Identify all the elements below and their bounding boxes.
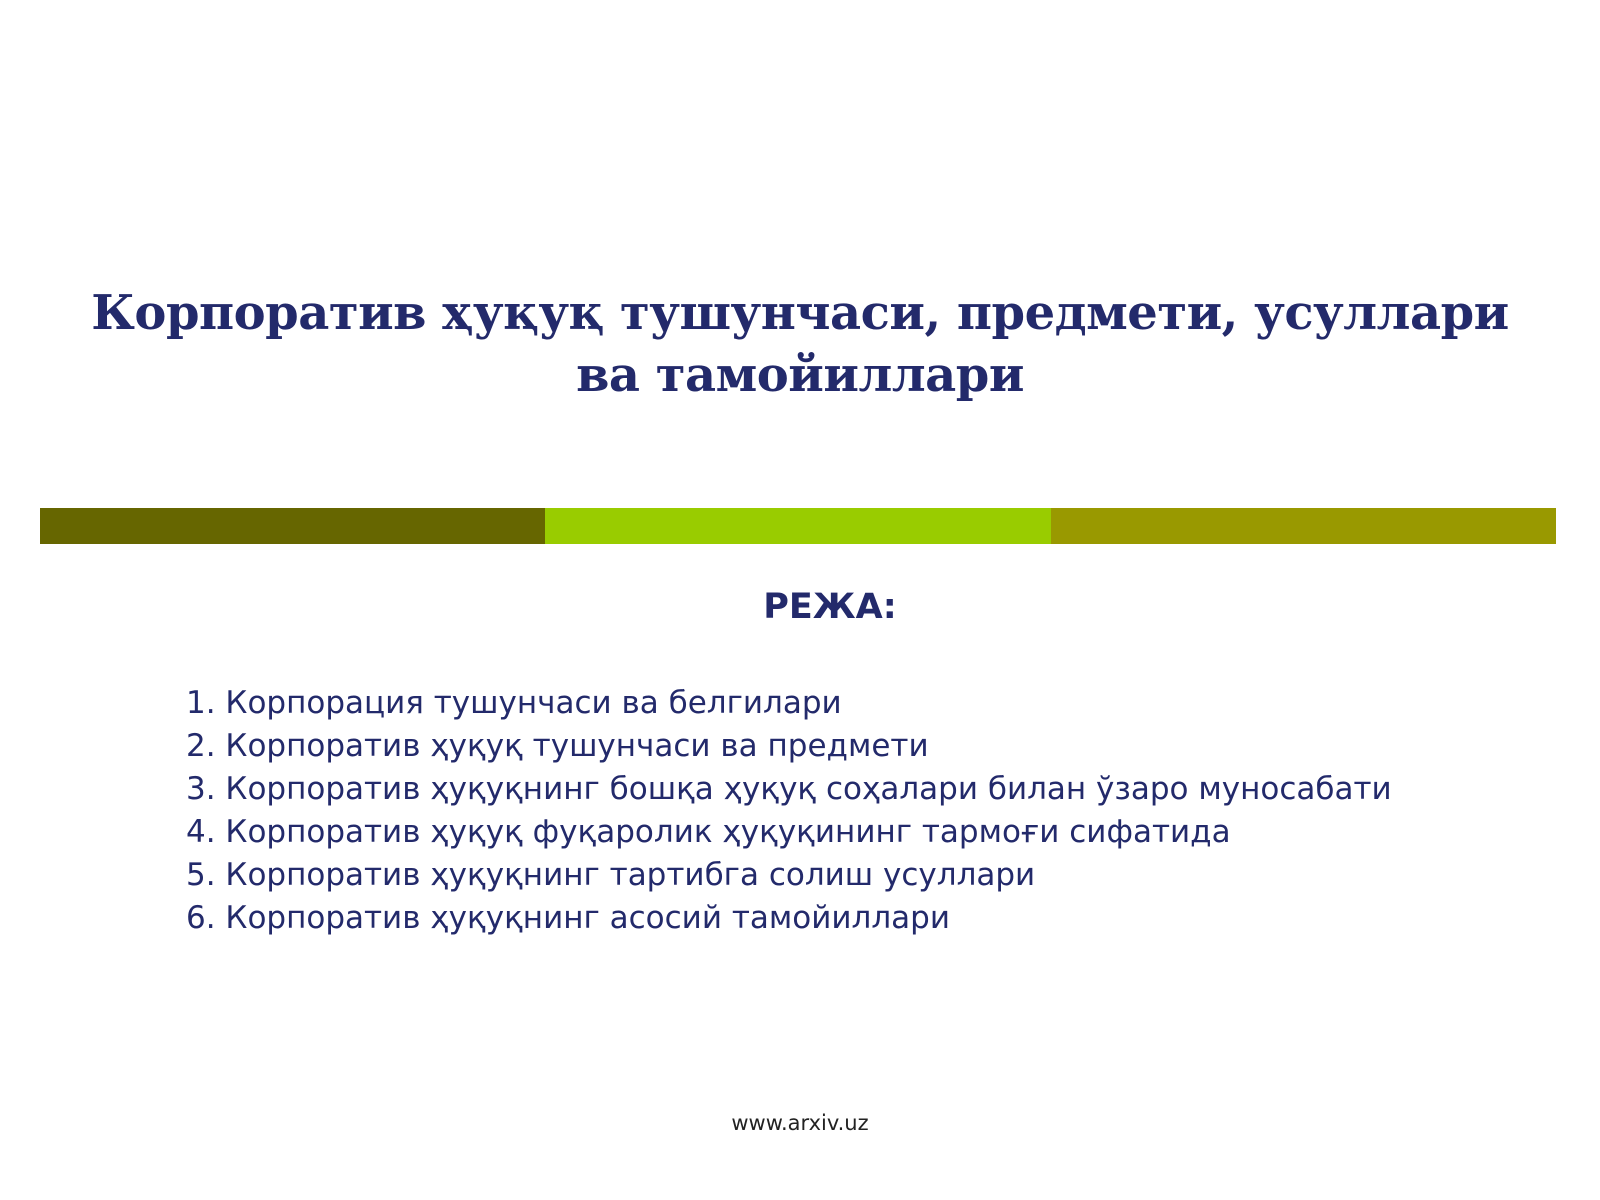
divider-segment-dark-olive: [40, 508, 545, 544]
divider-segment-olive: [1051, 508, 1556, 544]
plan-heading: РЕЖА:: [763, 587, 897, 627]
slide-title-line-2: ва тамойиллари: [576, 347, 1024, 404]
slide-title: [40, 282, 1560, 406]
color-divider-bar: [40, 508, 1556, 544]
slide-title-line-1: Корпоратив ҳуқуқ тушунчаси, предмети, усуллари: [91, 285, 1509, 342]
plan-item: 2. Корпоратив ҳуқуқ тушунчаси ва предмети: [186, 728, 929, 764]
plan-item: 5. Корпоратив ҳуқуқнинг тартибга солиш усуллари: [186, 857, 1036, 893]
divider-segment-lime-green: [545, 508, 1050, 544]
plan-item: 6. Корпоратив ҳуқуқнинг асосий тамойиллари: [186, 900, 950, 936]
footer-website: www.arxiv.uz: [731, 1111, 869, 1135]
plan-item: 1. Корпорация тушунчаси ва белгилари: [186, 685, 842, 721]
plan-item: 3. Корпоратив ҳуқуқнинг бошқа ҳуқуқ соҳалари билан ўзаро муносабати: [186, 771, 1392, 807]
plan-list: [186, 682, 1586, 940]
plan-item: 4. Корпоратив ҳуқуқ фуқаролик ҳуқуқининг тармоғи сифатида: [186, 814, 1231, 850]
